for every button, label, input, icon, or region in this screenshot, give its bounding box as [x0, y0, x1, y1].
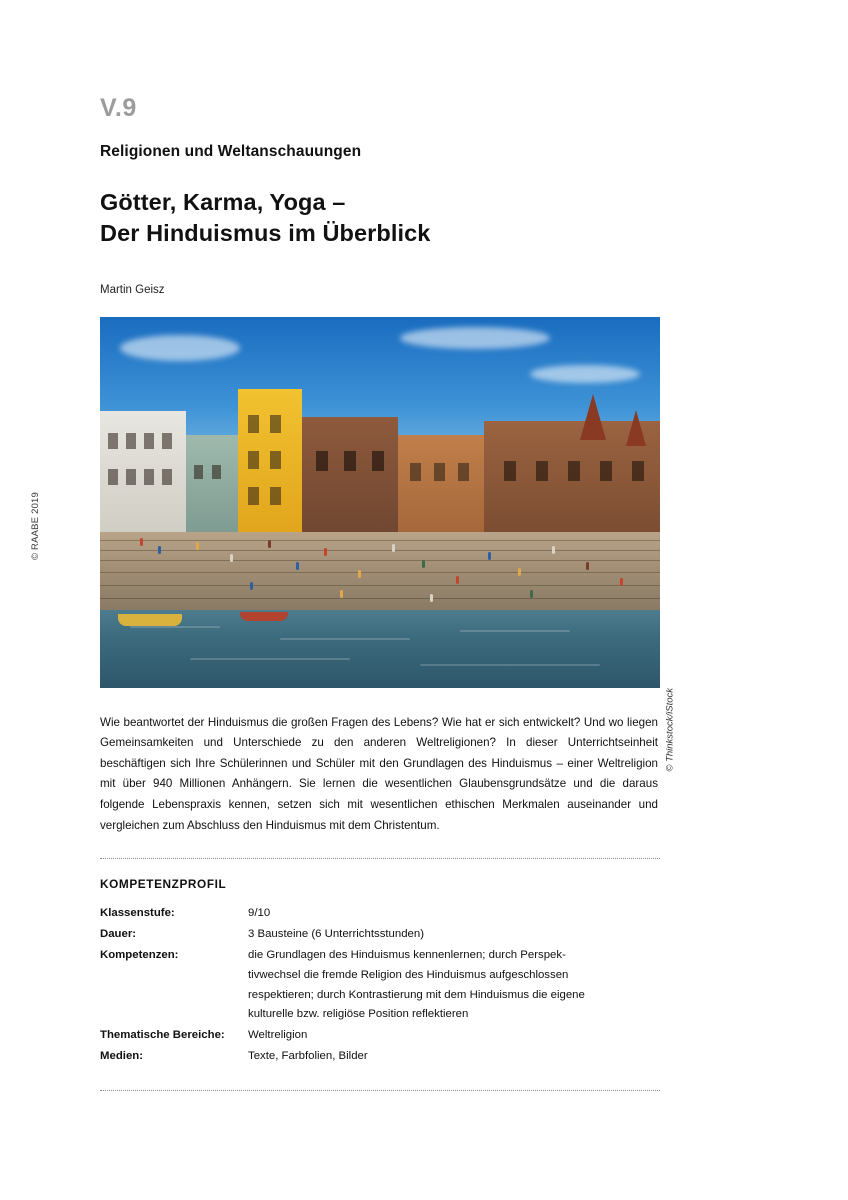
page-title [100, 187, 660, 250]
hero-figure [100, 317, 676, 772]
building-block [398, 435, 484, 539]
row-label: Kompetenzen: [100, 948, 179, 961]
subject-line: Religionen und Weltanschauungen [100, 143, 362, 160]
row-label: Klassenstufe: [100, 907, 175, 920]
intro-paragraph: Wie beantwortet der Hinduismus die großen Fragen des Lebens? Wie hat er sich entwickelt? Und wo liegen Gemeinsamkeiten und Unterschiede zu den anderen Weltreligionen? In dieser Unterrichtseinheit beschäftigen sich Ihre Schülerinnen und Schüler mit den Grundlagen des Hinduismus – einer Weltreligion mit über 940 Millionen Anhängern. Sie lernen die wesentlichen Glaubensgrundsätze und die daraus folgende Lebenspraxis kennen, setzen sich mit wesentlichen ethischen Merkmalen auseinander und vergleichen zum Abschluss den Hinduismus mit dem Christentum. [100, 715, 658, 832]
cloud-shape [120, 335, 240, 361]
title-line-2: Der Hinduismus im Überblick [100, 220, 431, 247]
table-row [100, 946, 660, 1026]
figure-credit: © Thinkstock/iStock [665, 687, 676, 772]
divider-top [100, 858, 660, 859]
table-row [100, 904, 660, 925]
row-label: Medien: [100, 1050, 144, 1063]
building-block [238, 389, 302, 539]
title-line-1: Götter, Karma, Yoga – [100, 189, 346, 215]
divider-bottom [100, 1090, 660, 1091]
temple-spire-shape [580, 394, 606, 440]
content-column [100, 0, 676, 1091]
row-label: Thematische Bereiche: [100, 1029, 225, 1042]
row-value: 3 Bausteine (6 Unterrichtsstunden) [248, 928, 425, 941]
boat-shape [118, 614, 182, 626]
kompetenzprofil-heading: KOMPETENZPROFIL [100, 877, 227, 892]
row-value: 9/10 [248, 907, 271, 920]
row-value: Weltreligion [248, 1029, 308, 1042]
row-label: Dauer: [100, 928, 137, 941]
photo-ghat-steps [100, 532, 660, 610]
table-row [100, 925, 660, 946]
ghats-varanasi-photo [100, 317, 660, 688]
row-value-line: tivwechsel die fremde Religion des Hinduismus aufgeschlossen [248, 968, 569, 981]
table-row [100, 1047, 660, 1068]
row-value-line: respektieren; durch Kontrastierung mit dem Hinduismus die eigene [248, 988, 585, 1001]
page-copyright: © RAABE 2019 [30, 491, 41, 560]
unit-code: V.9 [100, 94, 137, 122]
row-value-line: die Grundlagen des Hinduismus kennenlernen; durch Perspek- [248, 948, 566, 961]
temple-spire-shape [626, 410, 646, 446]
row-value-line: kulturelle bzw. religiöse Position reflektieren [248, 1008, 469, 1021]
photo-river [100, 610, 660, 688]
building-block [302, 417, 398, 539]
boat-shape [240, 612, 288, 621]
row-value [248, 946, 660, 1026]
table-row [100, 1026, 660, 1047]
kompetenzprofil-table [100, 904, 660, 1068]
photo-buildings [100, 428, 660, 539]
author-name: Martin Geisz [100, 283, 165, 296]
building-block [186, 435, 238, 539]
building-block [100, 411, 186, 539]
cloud-shape [400, 327, 550, 349]
cloud-shape [530, 365, 640, 383]
row-value: Texte, Farbfolien, Bilder [248, 1050, 368, 1063]
